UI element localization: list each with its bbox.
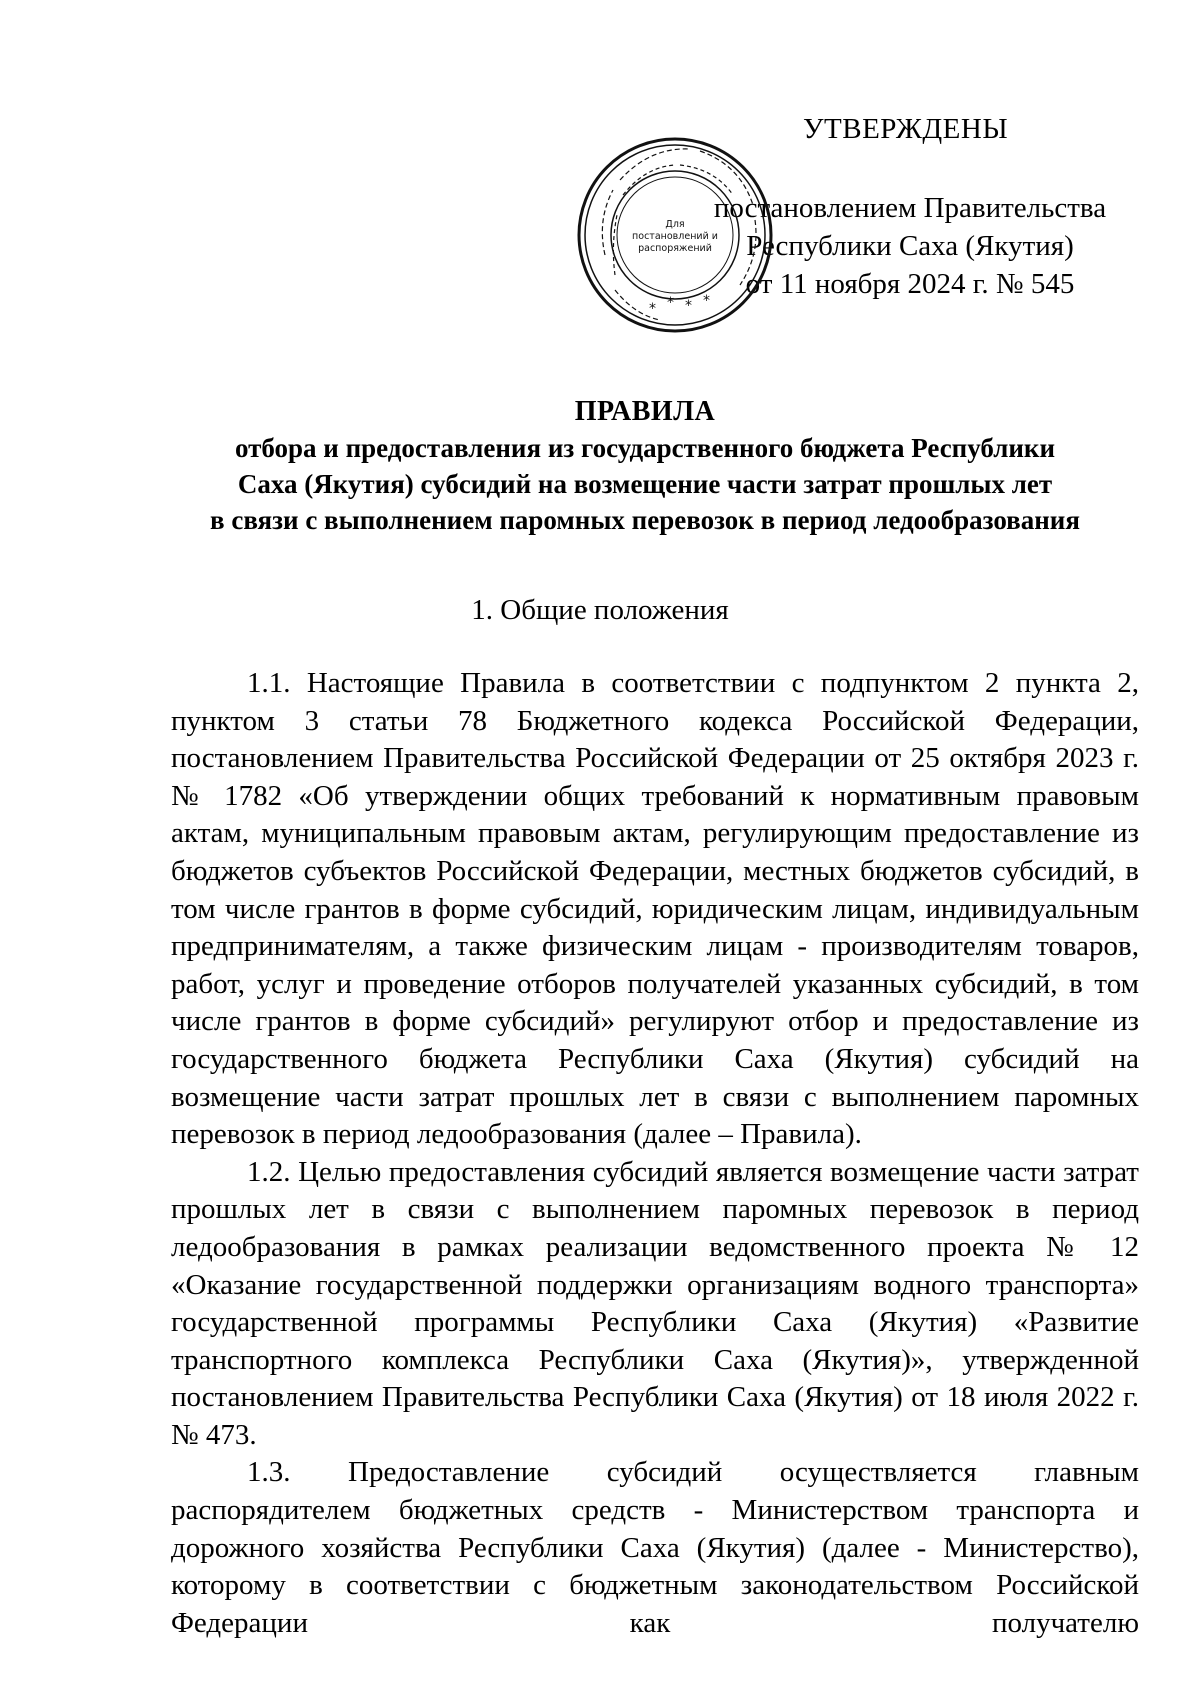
stamp-center-text-3: распоряжений	[638, 243, 712, 254]
title-main: ПРАВИЛА	[574, 396, 716, 427]
paragraph-1-3: 1.3. Предоставление субсидий осуществляется главным распорядителем бюджетных средств - Министерством транспорта и дорожного хозяйства Республики Саха (Якутия) (далее - Министерство), которому в соответствии с бюджетным законодательством Российской Федерации как получателю	[171, 1456, 1139, 1639]
approval-line-2: Республики Саха (Якутия)	[746, 230, 1074, 262]
svg-text:*: *	[685, 298, 692, 314]
svg-text:*: *	[703, 293, 710, 309]
svg-text:*: *	[649, 301, 656, 317]
document-body	[171, 665, 1139, 1642]
paragraph-1-2: 1.2. Целью предоставления субсидий является возмещение части затрат прошлых лет в связи с выполнением паромных перевозок в период ледообразования в рамках реализации ведомственного проекта № 12 «Оказание государственной поддержки организациям водного транспорта» государственной программы Республики Саха (Якутия) «Развитие транспортного комплекса Республики Саха (Якутия)», утвержденной постановлением Правительства Республики Саха (Якутия) от 18 июля 2022 г. № 473.	[171, 1155, 1139, 1451]
official-seal-stamp	[575, 135, 775, 335]
stamp-center-text-1: Для	[665, 219, 685, 230]
title-line-1: отбора и предоставления из государственного бюджета Республики	[234, 433, 1056, 463]
svg-text:*: *	[667, 295, 674, 311]
approval-line-3: от 11 ноября 2024 г. № 545	[745, 268, 1075, 300]
title-line-3: в связи с выполнением паромных перевозок в период ледообразования	[210, 505, 1080, 535]
approval-line-1: постановлением Правительства	[713, 192, 1107, 224]
title-line-2: Саха (Якутия) субсидий на возмещение части затрат прошлых лет	[237, 469, 1053, 499]
document-title	[150, 394, 1140, 538]
section-heading: 1. Общие положения	[471, 594, 729, 626]
approval-label: УТВЕРЖДЕНЫ	[803, 113, 1009, 145]
stamp-center-text-2: постановлений и	[632, 231, 718, 242]
paragraph-1-1: 1.1. Настоящие Правила в соответствии с подпунктом 2 пункта 2, пунктом 3 статьи 78 Бюджетного кодекса Российской Федерации, постановлением Правительства Российской Федерации от 25 октября 2023 г. № 1782 «Об утверждении общих требований к нормативным правовым актам, муниципальным правовым актам, регулирующим предоставление из бюджетов субъектов Российской Федерации, местных бюджетов субсидий, в том числе грантов в форме субсидий, юридическим лицам, индивидуальным предпринимателям, а также физическим лицам - производителям товаров, работ, услуг и проведение отборов получателей указанных субсидий, в том числе грантов в форме субсидий» регулируют отбор и предоставление из государственного бюджета Республики Саха (Якутия) субсидий на возмещение части затрат прошлых лет в связи с выполнением паромных перевозок в период ледообразования (далее – Правила).	[171, 667, 1139, 1151]
